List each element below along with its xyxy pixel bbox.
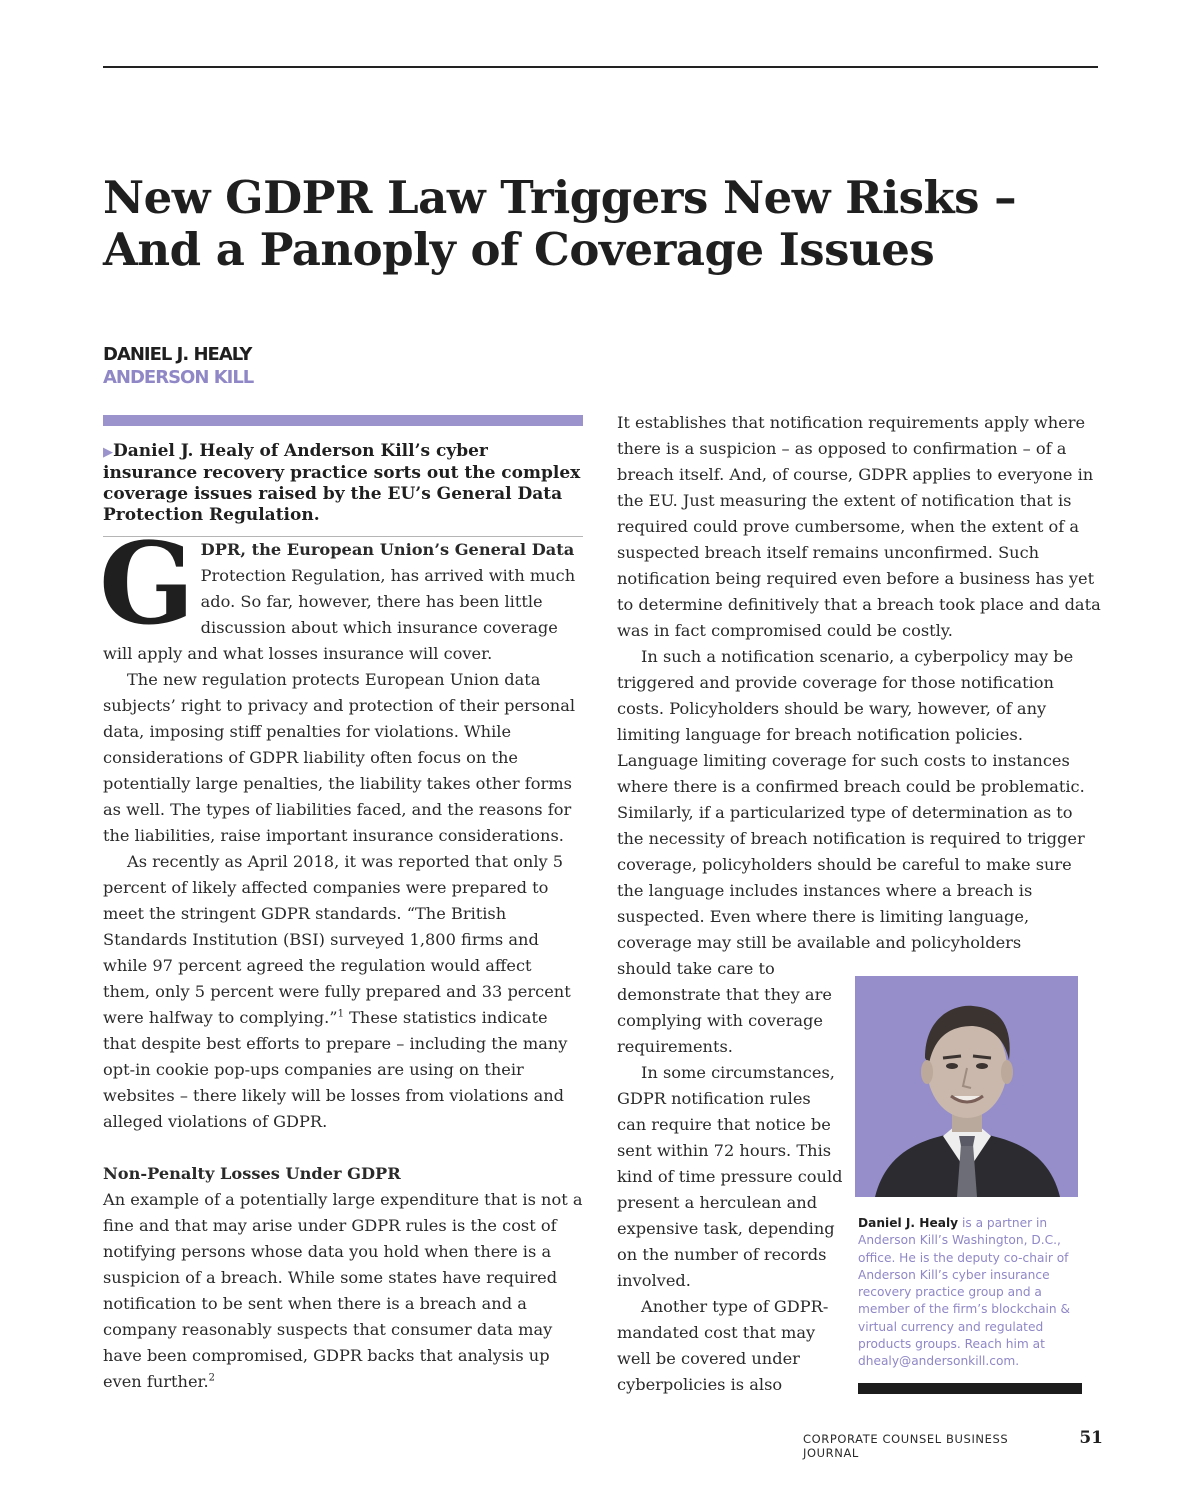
paragraph-text: These statistics indicate that despite best efforts to prepare – including the many opt-in cookie pop-ups companies are using on their websites – there likely will be losses from violations and alleged violations of GDPR. [103,1008,568,1131]
left-column [99,415,583,1395]
caption-bar [858,1383,1082,1394]
page-number: 51 [1079,1428,1103,1448]
footnote-marker: 2 [208,1372,216,1384]
paragraph: In some circumstances, GDPR notification rules can require that notice be sent within 72 hours. This kind of time pressure could present a herculean and expensive task, depending on the number of records involved. [617,1063,843,1290]
deck-accent-bar [103,415,583,426]
left-body [99,519,583,1395]
paragraph-text: An example of a potentially large expenditure that is not a fine and that may arise under GDPR rules is the cost of notifying persons whose data you hold when there is a suspicion of a breach. While some states have required notification to be sent when there is a breach and a company reasonably suspects that consumer data may have been compromised, GDPR backs that analysis up even further. [103,1190,583,1391]
portrait-image [855,976,1078,1197]
deck-text: Daniel J. Healy of Anderson Kill’s cyber insurance recovery practice sorts out the complex coverage issues raised by the EU’s General Data Protection Regulation. [103,441,581,525]
top-rule [103,66,1098,68]
byline [103,343,253,389]
author-firm: ANDERSON KILL [103,367,254,388]
footnote-marker: 1 [337,1008,344,1020]
paragraph [103,849,583,1135]
paragraph: In such a notification scenario, a cyberpolicy may be triggered and provide coverage for those notification costs. Policyholders should be wary, however, of any limiting language for breach notification policies. Language limiting coverage for such costs to instances where there is a confirmed breach could be problematic. Similarly, if a particularized type of determination as to the necessity of breach notification is required to trigger coverage, policyholders should be careful to make sure the language includes instances where a breach is suspected. Even where there is limiting language, coverage may still be available and policyholders [617,647,1085,952]
author-name: DANIEL J. HEALY [103,344,252,365]
article-title [103,172,1103,276]
paragraph-continued: should take care to demonstrate that they are complying with coverage requirements. [617,959,832,1056]
page-footer [803,1428,1103,1460]
paragraph-text: As recently as April 2018, it was reported that only 5 percent of likely affected companies were prepared to meet the stringent GDPR standards. “The British Standards Institution (BSI) surveyed 1,800 firms and while 97 percent agreed the regulation would affect them, only 5 percent were fully prepared and 33 percent were halfway to complying.” [103,852,571,1027]
caption-text: is a partner in Anderson Kill’s Washington, D.C., office. He is the deputy co-chair of Anderson Kill’s cyber insurance recovery practice group and a member of the firm’s blockchain & virtual currency and regulated products groups. Reach him at dhealy@andersonkill.com. [858,1216,1071,1369]
journal-name: CORPORATE COUNSEL BUSINESS JOURNAL [803,1432,1009,1460]
drop-cap: G [99,519,195,650]
paragraph [103,1187,583,1395]
lead-bold-text: DPR, the European Union’s General Data [200,540,575,559]
article-deck [103,441,583,526]
triangle-icon: ▶ [103,445,113,460]
photo-caption [858,1215,1088,1371]
author-photo [855,976,1078,1197]
paragraph: The new regulation protects European Union data subjects’ right to privacy and protection of their personal data, imposing stiff penalties for violations. While considerations of GDPR liability often focus on the potentially large penalties, the liability takes other forms as well. The types of liabilities faced, and the reasons for the liabilities, raise important insurance considerations. [103,670,576,845]
lead-text: Protection Regulation, has arrived with much ado. So far, however, there has been little discussion about which insurance coverage will apply and what losses insurance will cover. [103,566,576,663]
paragraph: Another type of GDPR-mandated cost that may well be covered under cyberpolicies is also [617,1297,829,1394]
title-line-1: New GDPR Law Triggers New Risks – [103,171,1017,224]
lead-paragraph [99,519,583,667]
caption-name: Daniel J. Healy [858,1216,959,1230]
paragraph: It establishes that notification requirements apply where there is a suspicion – as opposed to confirmation – of a breach itself. And, of course, GDPR applies to everyone in the EU. Just measuring the extent of notification that is required could prove cumbersome, when the extent of a suspected breach itself remains unconfirmed. Such notification being required even before a business has yet to determine definitively that a breach took place and data was in fact compromised could be costly. [617,413,1101,640]
section-subhead: Non-Penalty Losses Under GDPR [103,1164,401,1183]
title-line-2: And a Panoply of Coverage Issues [103,223,935,276]
